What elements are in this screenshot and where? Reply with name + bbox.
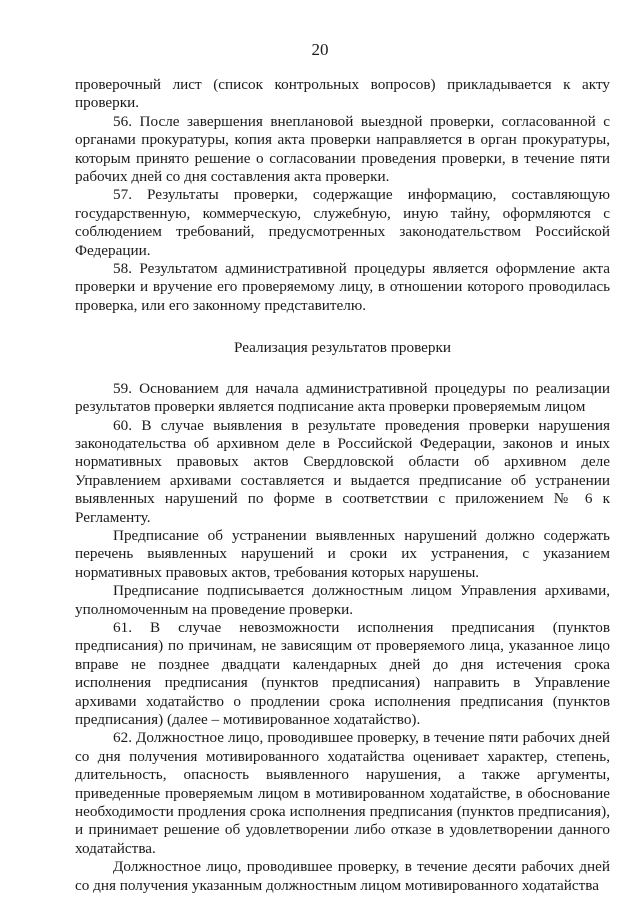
paragraph-61: 61. В случае невозможности исполнения предписания (пунктов предписания) по причинам, не зависящим от проверяемого лица, указанное лицо вправе не позднее двадцати календарных дней до дня истечения срока исполнения предписания (пунктов предписания) направить в Управление архивами ходатайство о продлении срока исполнения предписания (пунктов предписания) (далее – мотивированное ходатайство).	[75, 618, 610, 728]
document-body	[75, 76, 610, 895]
paragraph-62: 62. Должностное лицо, проводившее проверку, в течение пяти рабочих дней со дня получения мотивированного ходатайства оценивает характер, степень, длительность, опасность выявленного нарушения, а также аргументы, приведенные проверяемым лицом в мотивированном ходатайстве, в обоснование необходимости продления срока исполнения предписания (пунктов предписания), и принимает решение об удовлетворении либо отказе в удовлетворении данного ходатайства.	[75, 729, 610, 857]
paragraph-60: 60. В случае выявления в результате проведения проверки нарушения законодательства об архивном деле в Российской Федерации, законов и иных нормативных правовых актов Свердловской области об архивном деле Управлением архивами составляется и выдается предписание об устранении выявленных нарушений по форме в соответствии с приложением № 6 к Регламенту.	[75, 416, 610, 526]
paragraph-prescription-content: Предписание об устранении выявленных нарушений должно содержать перечень выявленных нарушений и сроки их устранения, с указанием нормативных правовых актов, требования которых нарушены.	[75, 526, 610, 581]
paragraph-58: 58. Результатом административной процедуры является оформление акта проверки и вручение его проверяемому лицу, в отношении которого проводилась проверка, или его законному представителю.	[75, 260, 610, 314]
paragraph-continuation: проверочный лист (список контрольных вопросов) прикладывается к акту проверки.	[75, 76, 610, 112]
paragraph-57: 57. Результаты проверки, содержащие информацию, составляющую государственную, коммерческую, служебную, иную тайну, оформляются с соблюдением требований, предусмотренных законодательством Российской Федерации.	[75, 186, 610, 259]
section-heading: Реализация результатов проверки	[234, 339, 451, 357]
page-number: 20	[311, 40, 329, 59]
paragraph-59: 59. Основанием для начала административной процедуры по реализации результатов проверки является подписание акта проверки проверяемым лицом	[75, 379, 610, 416]
paragraph-56: 56. После завершения внеплановой выездной проверки, согласованной с органами прокуратуры, копия акта проверки направляется в орган прокуратуры, которым принято решение о согласовании проведения проверки, в течение пяти рабочих дней со дня составления акта проверки.	[75, 112, 610, 186]
paragraph-official-decision: Должностное лицо, проводившее проверку, в течение десяти рабочих дней со дня получения указанным должностным лицом мотивированного ходатайства	[75, 858, 610, 894]
paragraph-prescription-signing: Предписание подписывается должностным лицом Управления архивами, уполномоченным на проведение проверки.	[75, 582, 610, 618]
